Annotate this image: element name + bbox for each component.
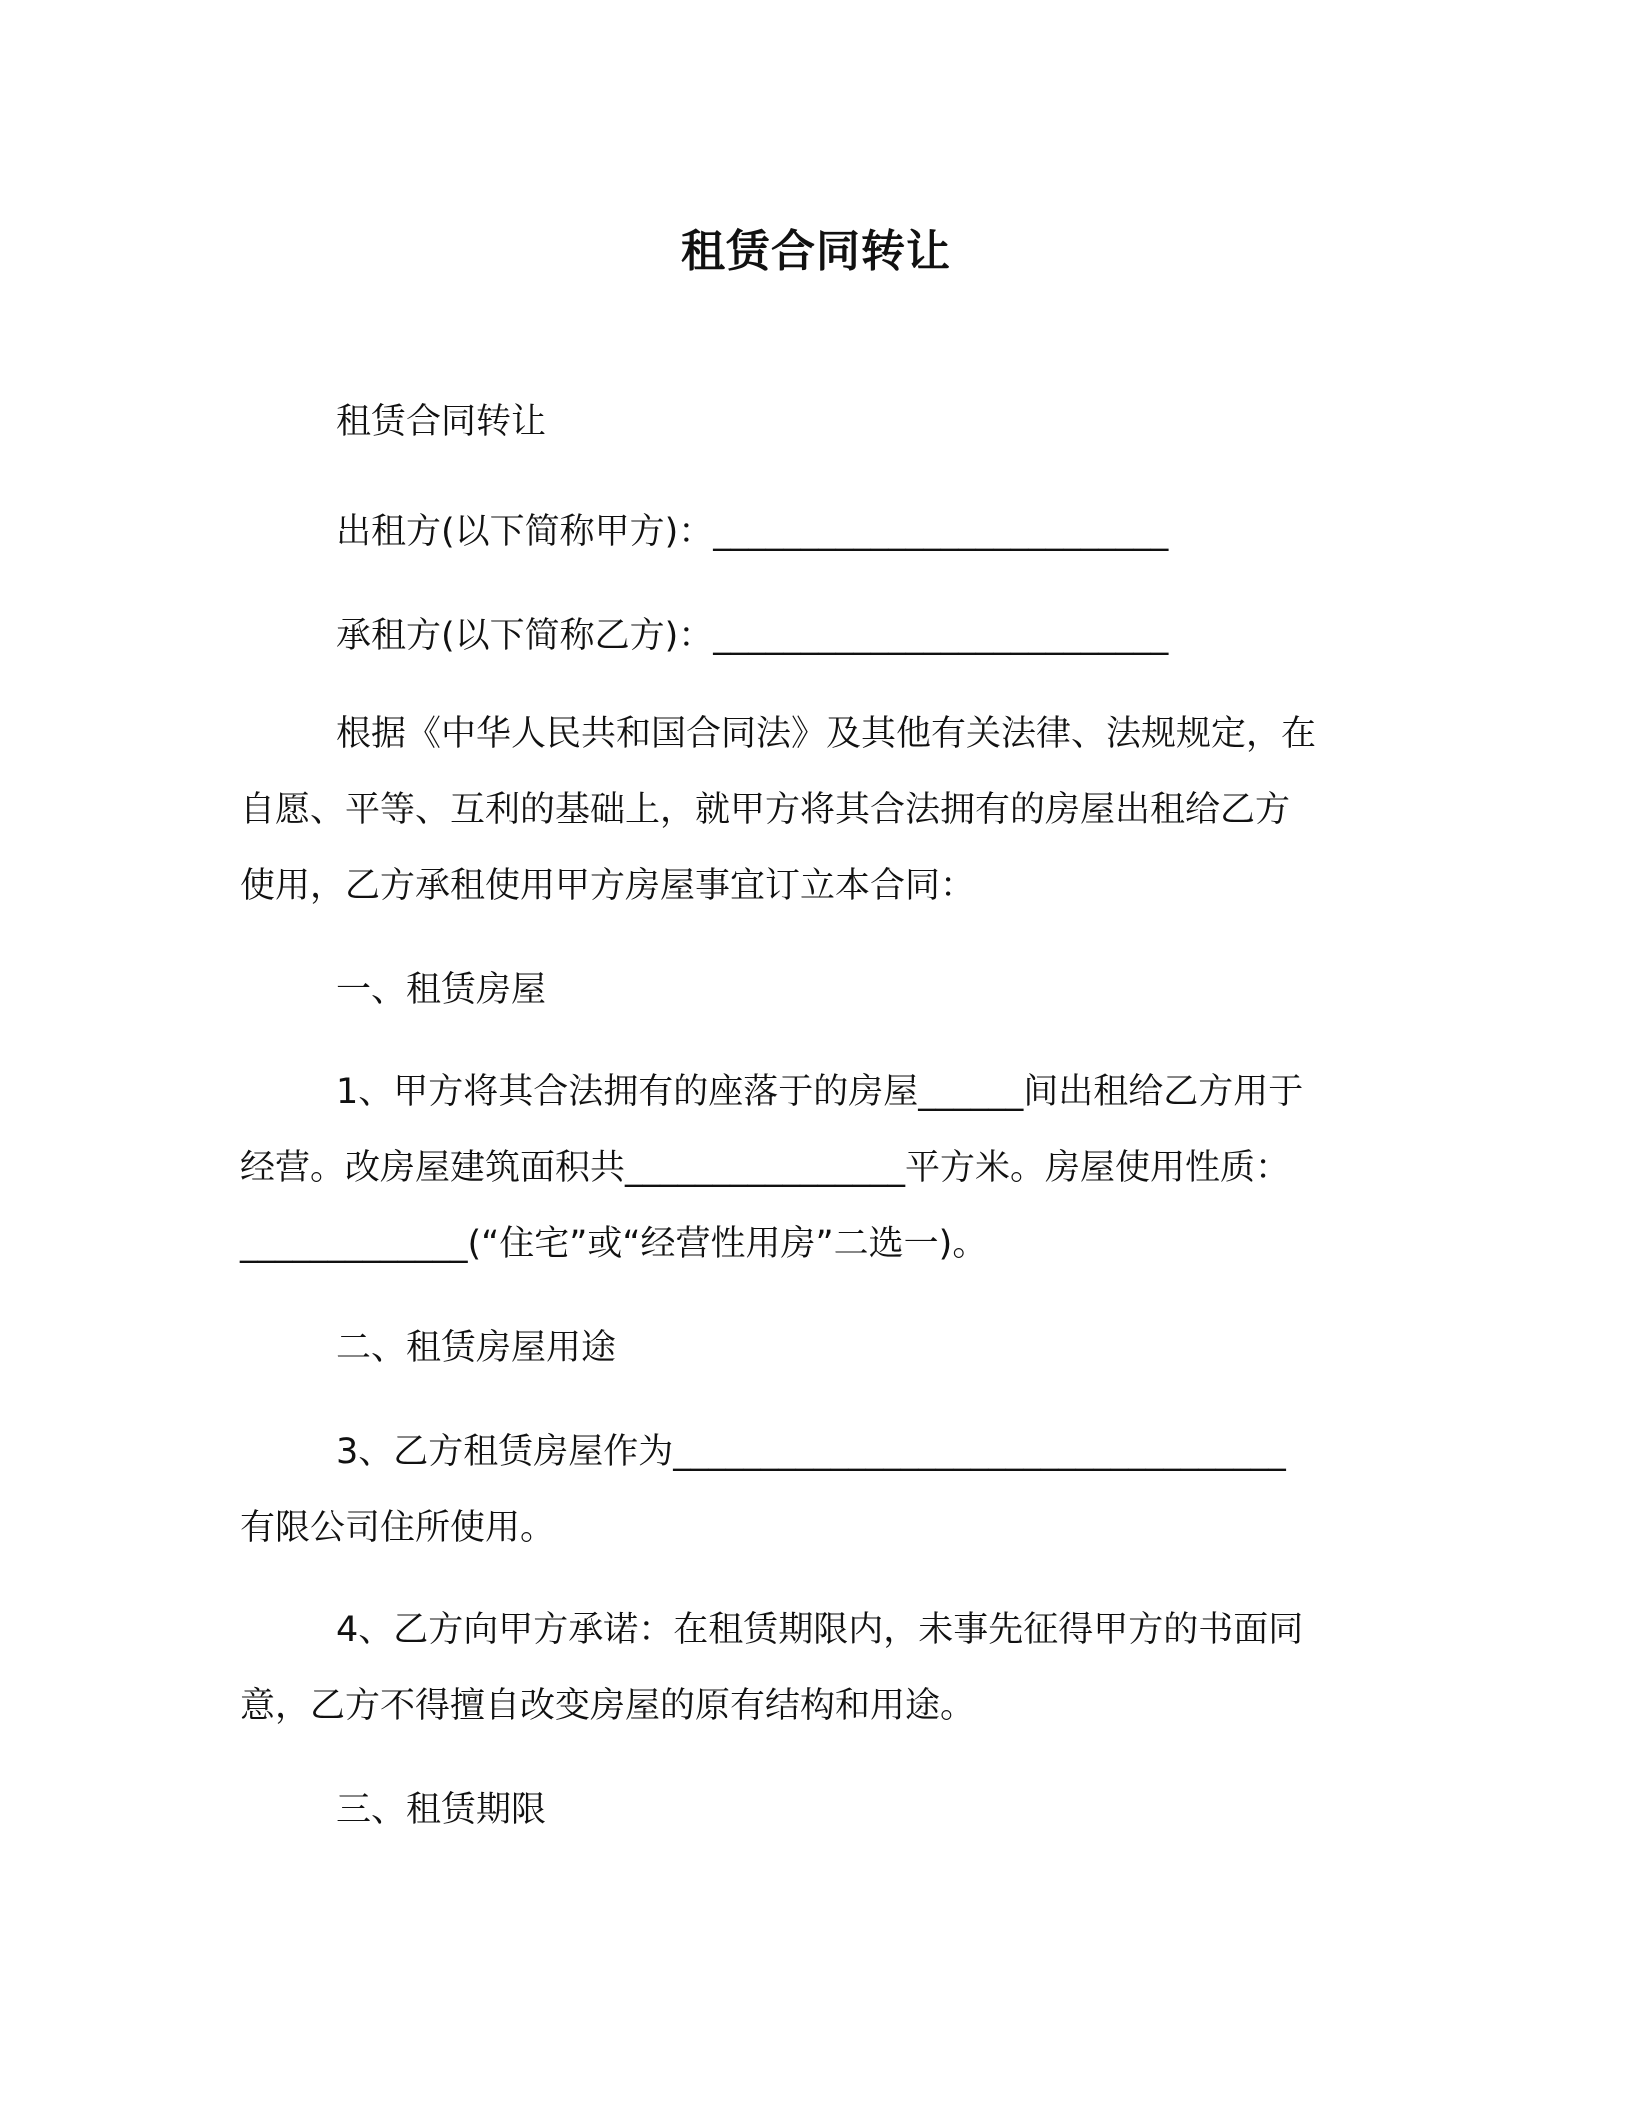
preamble-line-1: 根据《中华人民共和国合同法》及其他有关法律、法规规定，在 bbox=[336, 714, 1317, 754]
subtitle-line: 租赁合同转让 bbox=[336, 402, 547, 442]
clause-4-line-1: 4、乙方向甲方承诺：在租赁期限内，未事先征得甲方的书面同 bbox=[336, 1610, 1304, 1650]
clause-4-line-2: 意，乙方不得擅自改变房屋的原有结构和用途。 bbox=[240, 1686, 976, 1726]
preamble-line-3: 使用，乙方承租使用甲方房屋事宜订立本合同： bbox=[240, 866, 976, 906]
lessee-line: 承租方(以下简称乙方)：__________________________ bbox=[336, 616, 1169, 656]
clause-1-line-3: _____________(“住宅”或“经营性用房”二选一)。 bbox=[240, 1224, 988, 1264]
lessor-line: 出租方(以下简称甲方)：__________________________ bbox=[336, 512, 1169, 552]
clause-3-line-2: 有限公司住所使用。 bbox=[240, 1508, 556, 1548]
clause-1-line-2: 经营。改房屋建筑面积共________________平方米。房屋使用性质： bbox=[240, 1148, 1291, 1188]
preamble-line-2: 自愿、平等、互利的基础上，就甲方将其合法拥有的房屋出租给乙方 bbox=[240, 790, 1291, 830]
section-heading-1: 一、租赁房屋 bbox=[336, 970, 547, 1010]
clause-3-line-1: 3、乙方租赁房屋作为___________________________________ bbox=[336, 1432, 1286, 1472]
section-heading-3: 三、租赁期限 bbox=[336, 1790, 547, 1830]
section-heading-2: 二、租赁房屋用途 bbox=[336, 1328, 617, 1368]
clause-1-line-1: 1、甲方将其合法拥有的座落于的房屋______间出租给乙方用于 bbox=[336, 1072, 1304, 1112]
document-title: 租赁合同转让 bbox=[681, 226, 951, 277]
